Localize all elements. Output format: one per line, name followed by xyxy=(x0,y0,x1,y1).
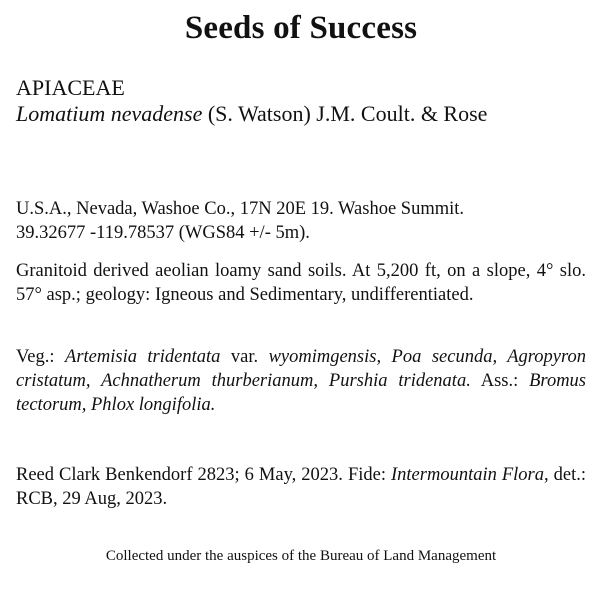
habitat-paragraph: Granitoid derived aeolian loamy sand soils. At 5,200 ft, on a slope, 4° slo. 57° asp.; geology: Igneous and Sedimentary, undifferentiated. xyxy=(16,261,586,305)
veg-taxa-secondary: wyomimgensis, Poa secunda, Agropyron cristatum, Achnatherum thurberianum, Purshia tridenata. xyxy=(16,347,586,391)
fide-label: Fide: xyxy=(347,465,386,485)
collection-paragraph xyxy=(16,463,586,511)
var-label: var. xyxy=(230,347,259,367)
determination-info: , det.: RCB, 29 Aug, 2023. xyxy=(16,465,587,509)
scientific-name: Lomatium nevadense xyxy=(16,101,203,126)
label-title: Seeds of Success xyxy=(184,10,418,46)
locality-line-1: U.S.A., Nevada, Washoe Co., 17N 20E 19. Washoe Summit. xyxy=(16,199,465,219)
veg-label: Veg.: xyxy=(16,347,55,367)
veg-taxa-primary: Artemisia tridentata xyxy=(65,347,221,367)
taxon-line xyxy=(16,101,591,127)
footer-note: Collected under the auspices of the Bureau of Land Management xyxy=(105,548,497,564)
associates-label: Ass.: xyxy=(480,371,519,391)
family-name: APIACEAE xyxy=(16,75,125,100)
locality-paragraph xyxy=(16,197,586,245)
taxon-authority: (S. Watson) J.M. Coult. & Rose xyxy=(207,101,488,126)
vegetation-paragraph xyxy=(16,345,586,417)
collector-info: Reed Clark Benkendorf 2823; 6 May, 2023. xyxy=(16,465,343,485)
herbarium-label xyxy=(16,0,586,600)
locality-coordinates: 39.32677 -119.78537 (WGS84 +/- 5m). xyxy=(16,223,310,243)
fide-source: Intermountain Flora xyxy=(391,465,545,485)
associates-taxa: Bromus tectorum, Phlox longifolia. xyxy=(16,371,586,415)
